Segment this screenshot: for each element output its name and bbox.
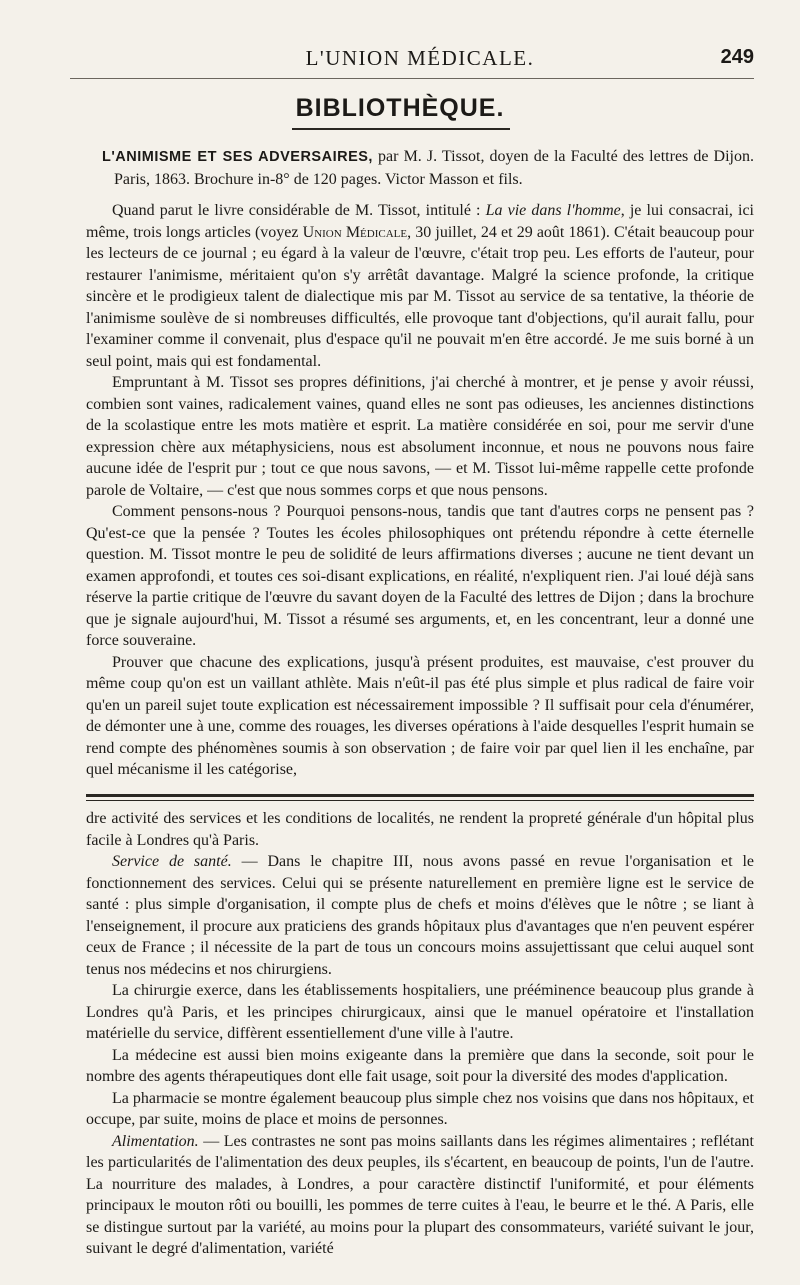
review-paragraph-2: Empruntant à M. Tissot ses propres définitions, j'ai cherché à montrer, et je pense y avoir réussi, combien sont vaines, radicalement vaines, quand elles ne sont pas odieuses, les anciennes distinctions de la scolastique entre les mots matière et esprit. La matière considérée en soi, pour me servir d'une expression chère aux métaphysiciens, nous est absolument inconnue, et nous ne pouvons nous faire aucune idée de l'esprit pur ; tout ce que nous savons, — et M. Tissot lui-même rappelle cette profonde parole de Voltaire, — c'est que nous sommes corps et que nous pensons. — [86, 374, 754, 499]
feuilleton-paragraph-1: dre activité des services et les conditions de localités, ne rendent la propreté générale d'un hôpital plus facile à Londres qu'à Paris. — [86, 810, 754, 849]
feuilleton-divider-thick — [86, 794, 754, 797]
feuilleton-paragraph-2 — [86, 851, 754, 980]
journal-title: L'UNION MÉDICALE. — [305, 46, 535, 70]
review-paragraph-1 — [86, 200, 754, 372]
entry-details: par M. J. Tissot, doyen de la Faculté des lettres de Dijon. Paris, 1863. Brochure in-8° de 120 pages. Victor Masson et fils. — [114, 148, 755, 188]
running-header — [86, 46, 754, 76]
subsection-label: Service de santé. — [112, 853, 232, 870]
paragraph-text: Quand parut le livre considérable de M. Tissot, intitulé : — [112, 202, 486, 219]
spacer — [86, 190, 754, 200]
review-article — [86, 146, 754, 781]
page-number: 249 — [720, 46, 754, 68]
feuilleton-paragraph-4: La médecine est aussi bien moins exigeante dans la première que dans la seconde, soit pour le nombre des agents thérapeutiques dont elle fait usage, soit pour la diversité des modes d'application. — [86, 1046, 754, 1085]
paragraph-text: — Les contrastes ne sont pas moins saillants dans les régimes alimentaires ; reflétant les particularités de l'alimentation des deux peuples, ils s'écartent, en beaucoup de points, l'un de l'autre. La nourriture des malades, à Londres, a pour caractère distinctif l'uniformité, et pour éléments principaux le mouton rôti ou bouilli, les pommes de terre cuites à l'eau, le beurre et le thé. A Paris, elle se distingue surtout par la variété, au moins pour la plupart des consommateurs, variété suivant le jour, suivant le degré d'alimentation, variété — [86, 1132, 754, 1257]
feuilleton-paragraph-6 — [86, 1131, 754, 1260]
section-heading: BIBLIOTHÈQUE. — [295, 94, 505, 122]
review-paragraph-4: Prouver que chacune des explications, jusqu'à présent produites, est mauvaise, c'est prouver du même coup qu'on est un vaillant athlète. Mais n'eût-il pas été plus simple et plus radical de faire voir qu'en un pareil sujet toute explication est nécessairement impossible ? Il suffisait pour cela d'énumérer, de démonter une à une, comme des rouages, les diverses opérations à l'aide desquelles l'esprit humain se rend compte des phénomènes soumis à son observation ; de faire voir par quel lien il les enchaîne, par quel mécanisme il les catégorise, — [86, 653, 754, 778]
paragraph-text: , 30 juillet, 24 et 29 août 1861). C'était beaucoup pour les lecteurs de ce journal ; eu égard à la valeur de l'œuvre, c'était trop peu. Les efforts de l'auteur, pour restaurer l'animisme, méritaient qu'on s'y arrêtât davantage. Malgré la science profonde, la critique sincère et le prodigieux talent de dialectique mis par M. Tissot au service de sa tentative, la théorie de l'animisme soulève de si nombreuses difficultés, elle provoque tant d'objections, qu'il aurait fallu, pour l'examiner comme il convenait, plus d'espace qu'il ne pouvait m'en être accordé. Je me suis borné à un seul point, mais qui est fondamental. — [86, 223, 754, 370]
heading-underline — [292, 128, 510, 130]
journal-name: Union Médicale — [302, 223, 408, 241]
feuilleton-divider-thin — [86, 800, 754, 801]
feuilleton-article — [86, 808, 754, 1260]
paragraph-text: , je lui consacrai, ici même, trois longs articles (voyez — [86, 202, 754, 241]
book-title: La vie dans l'homme — [485, 202, 621, 219]
feuilleton-paragraph-5: La pharmacie se montre également beaucoup plus simple chez nos voisins que dans nos hôpitaux, et occupe, par suite, moins de place et moins de personnes. — [86, 1089, 754, 1128]
header-rule — [70, 78, 754, 79]
review-paragraph-3: Comment pensons-nous ? Pourquoi pensons-nous, tandis que tant d'autres corps ne pensent pas ? Qu'est-ce que la pensée ? Toutes les écoles philosophiques ont prétendu répondre à cette éternelle question. M. Tissot montre le peu de solidité de leurs affirmations diverses ; aucune ne tient devant un examen approfondi, et toutes ces soi-disant explications, en réalité, n'expliquent rien. J'ai loué déjà sans réserve la partie critique de l'œuvre du savant doyen de la Faculté des lettres de Dijon ; dans la brochure que je signale aujourd'hui, M. Tissot a résumé ses arguments, et, en les concentrant, leur a donné une force souveraine. — [86, 503, 754, 649]
entry-title: L'ANIMISME ET SES ADVERSAIRES, — [102, 149, 373, 165]
review-entry — [86, 146, 754, 190]
subsection-label: Alimentation. — [112, 1132, 199, 1150]
paragraph-text: — Dans le chapitre III, nous avons passé en revue l'organisation et le fonctionnement des services. Celui qui se présente naturellement en première ligne est le service de santé : plus simple d'organisation, il compte plus de chefs et moins d'élèves que le nôtre ; se liant à l'enseignement, il procure aux praticiens des grands hôpitaux plus d'avantages que n'en peuvent espérer ceux de France ; il nécessite de la part de tous un concours moins assujettissant que celui auquel sont tenus nos médecins et nos chirurgiens. — [86, 853, 755, 978]
feuilleton-paragraph-3: La chirurgie exerce, dans les établissements hospitaliers, une prééminence beaucoup plus grande à Londres qu'à Paris, et les principes chirurgicaux, ainsi que le manuel opératoire et l'installation matérielle du service, diffèrent essentiellement d'une ville à l'autre. — [86, 982, 754, 1042]
